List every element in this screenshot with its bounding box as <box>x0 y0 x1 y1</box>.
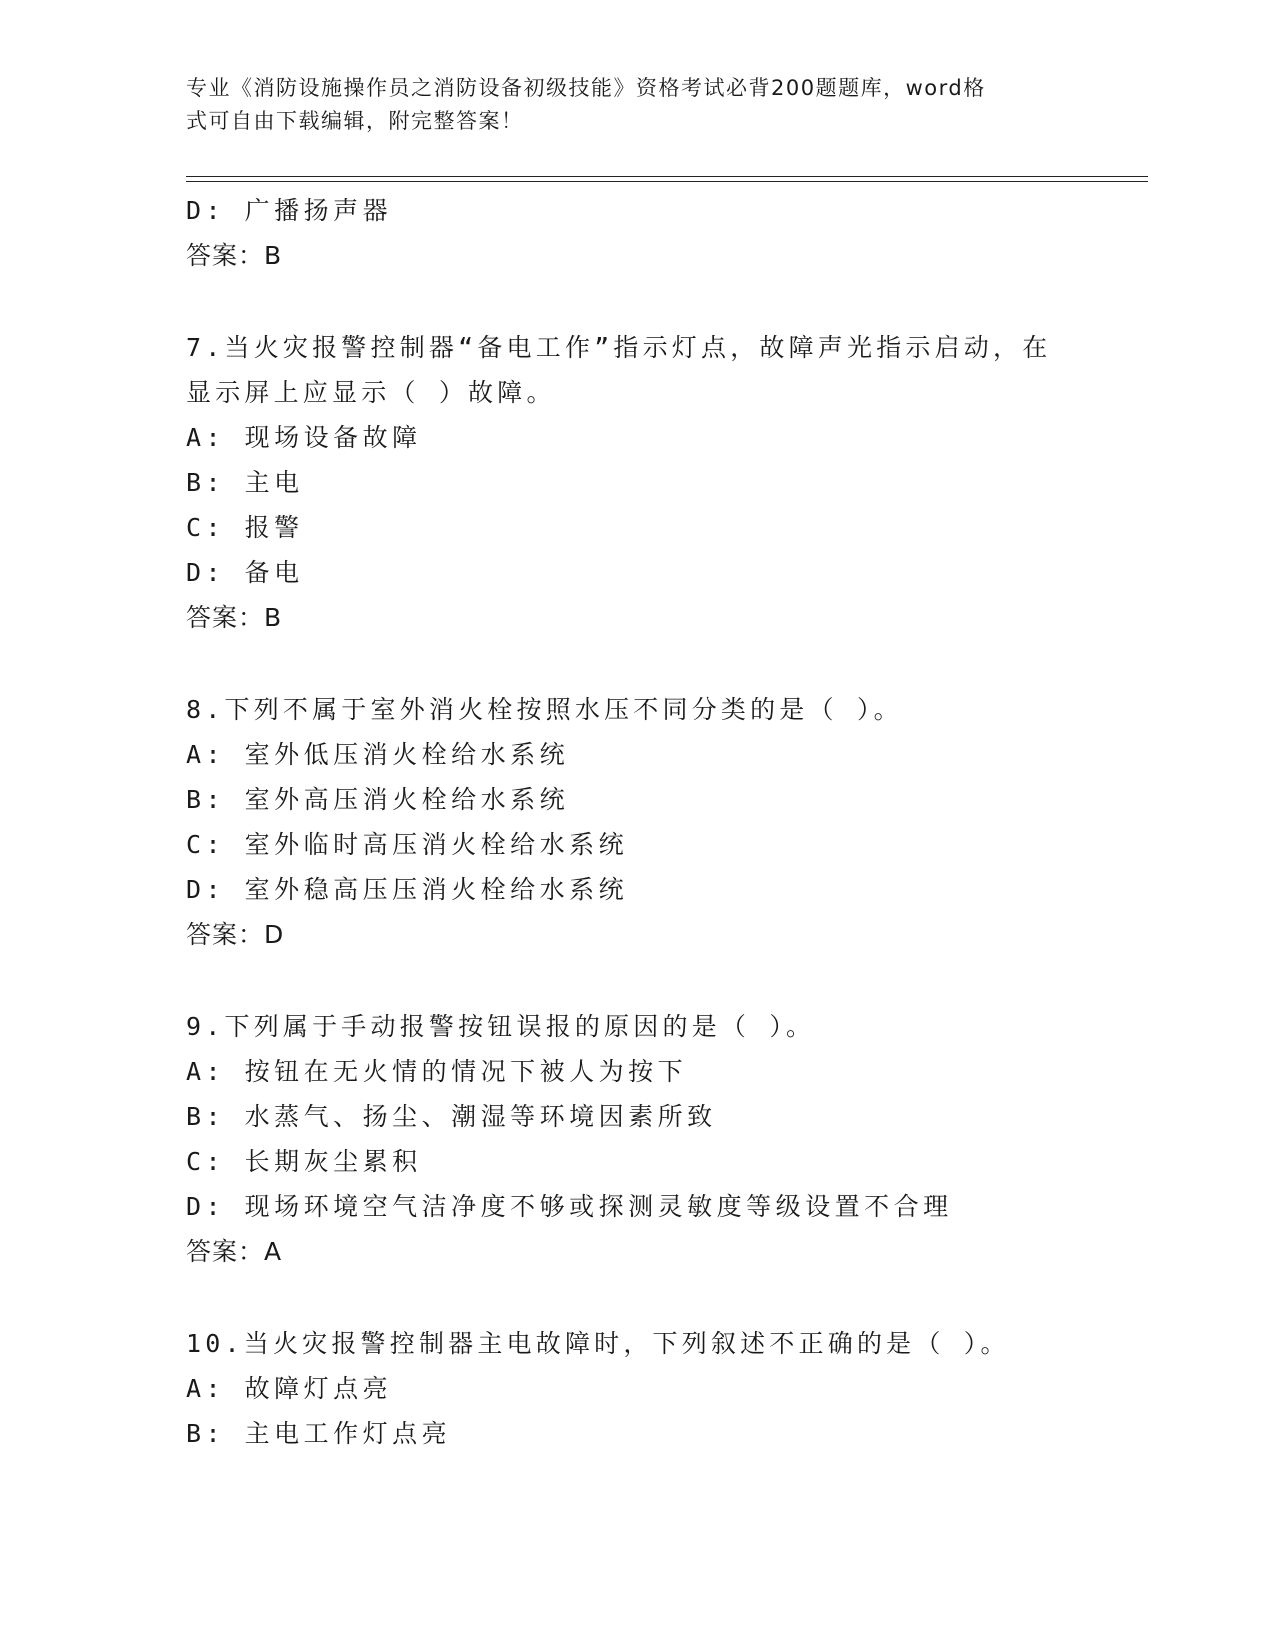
question-stem-line-1: 7.当火灾报警控制器“备电工作”指示灯点，故障声光指示启动，在 <box>186 333 1052 362</box>
option-c: C: 长期灰尘累积 <box>186 1147 422 1176</box>
option-a: A: 室外低压消火栓给水系统 <box>186 740 570 769</box>
question-9 <box>186 1004 1086 1274</box>
question-8 <box>186 687 1086 957</box>
option-b: B: 室外高压消火栓给水系统 <box>186 785 570 814</box>
question-stem-line-2: 显示屏上应显示（ ）故障。 <box>186 378 556 407</box>
header-line-1: 专业《消防设施操作员之消防设备初级技能》资格考试必背200题题库，word格 <box>186 76 986 100</box>
answer-line: 答案：A <box>186 1237 283 1266</box>
question-10 <box>186 1321 1086 1456</box>
option-d: D: 室外稳高压压消火栓给水系统 <box>186 875 629 904</box>
option-b: B: 主电 <box>186 468 304 497</box>
option-d: D: 现场环境空气洁净度不够或探测灵敏度等级设置不合理 <box>186 1192 953 1221</box>
question-stem <box>186 325 1066 415</box>
answer-line: 答案：B <box>186 603 283 632</box>
document-header <box>186 72 1066 138</box>
question-7 <box>186 325 1086 640</box>
question-stem <box>186 687 1066 732</box>
question-stem <box>186 1004 1066 1049</box>
question-stem <box>186 1321 1066 1366</box>
option-c: C: 报警 <box>186 513 304 542</box>
option-a: A: 故障灯点亮 <box>186 1374 393 1403</box>
previous-question-tail <box>186 188 1086 278</box>
question-stem-line-1: 10.当火灾报警控制器主电故障时，下列叙述不正确的是（ ）。 <box>186 1329 1010 1358</box>
option-a: A: 现场设备故障 <box>186 423 422 452</box>
header-line-2: 式可自由下载编辑，附完整答案！ <box>186 109 524 133</box>
question-stem-line-1: 9.下列属于手动报警按钮误报的原因的是（ ）。 <box>186 1012 816 1041</box>
option-d: D: 广播扬声器 <box>186 196 393 225</box>
answer-line: 答案：B <box>186 241 283 270</box>
option-c: C: 室外临时高压消火栓给水系统 <box>186 830 629 859</box>
option-b: B: 主电工作灯点亮 <box>186 1419 452 1448</box>
header-divider-top <box>186 176 1148 177</box>
option-a: A: 按钮在无火情的情况下被人为按下 <box>186 1057 688 1086</box>
answer-line: 答案：D <box>186 920 285 949</box>
option-b: B: 水蒸气、扬尘、潮湿等环境因素所致 <box>186 1102 717 1131</box>
question-list <box>186 188 1086 1456</box>
option-d: D: 备电 <box>186 558 304 587</box>
question-stem-line-1: 8.下列不属于室外消火栓按照水压不同分类的是（ ）。 <box>186 695 903 724</box>
header-divider-bottom <box>186 181 1148 182</box>
